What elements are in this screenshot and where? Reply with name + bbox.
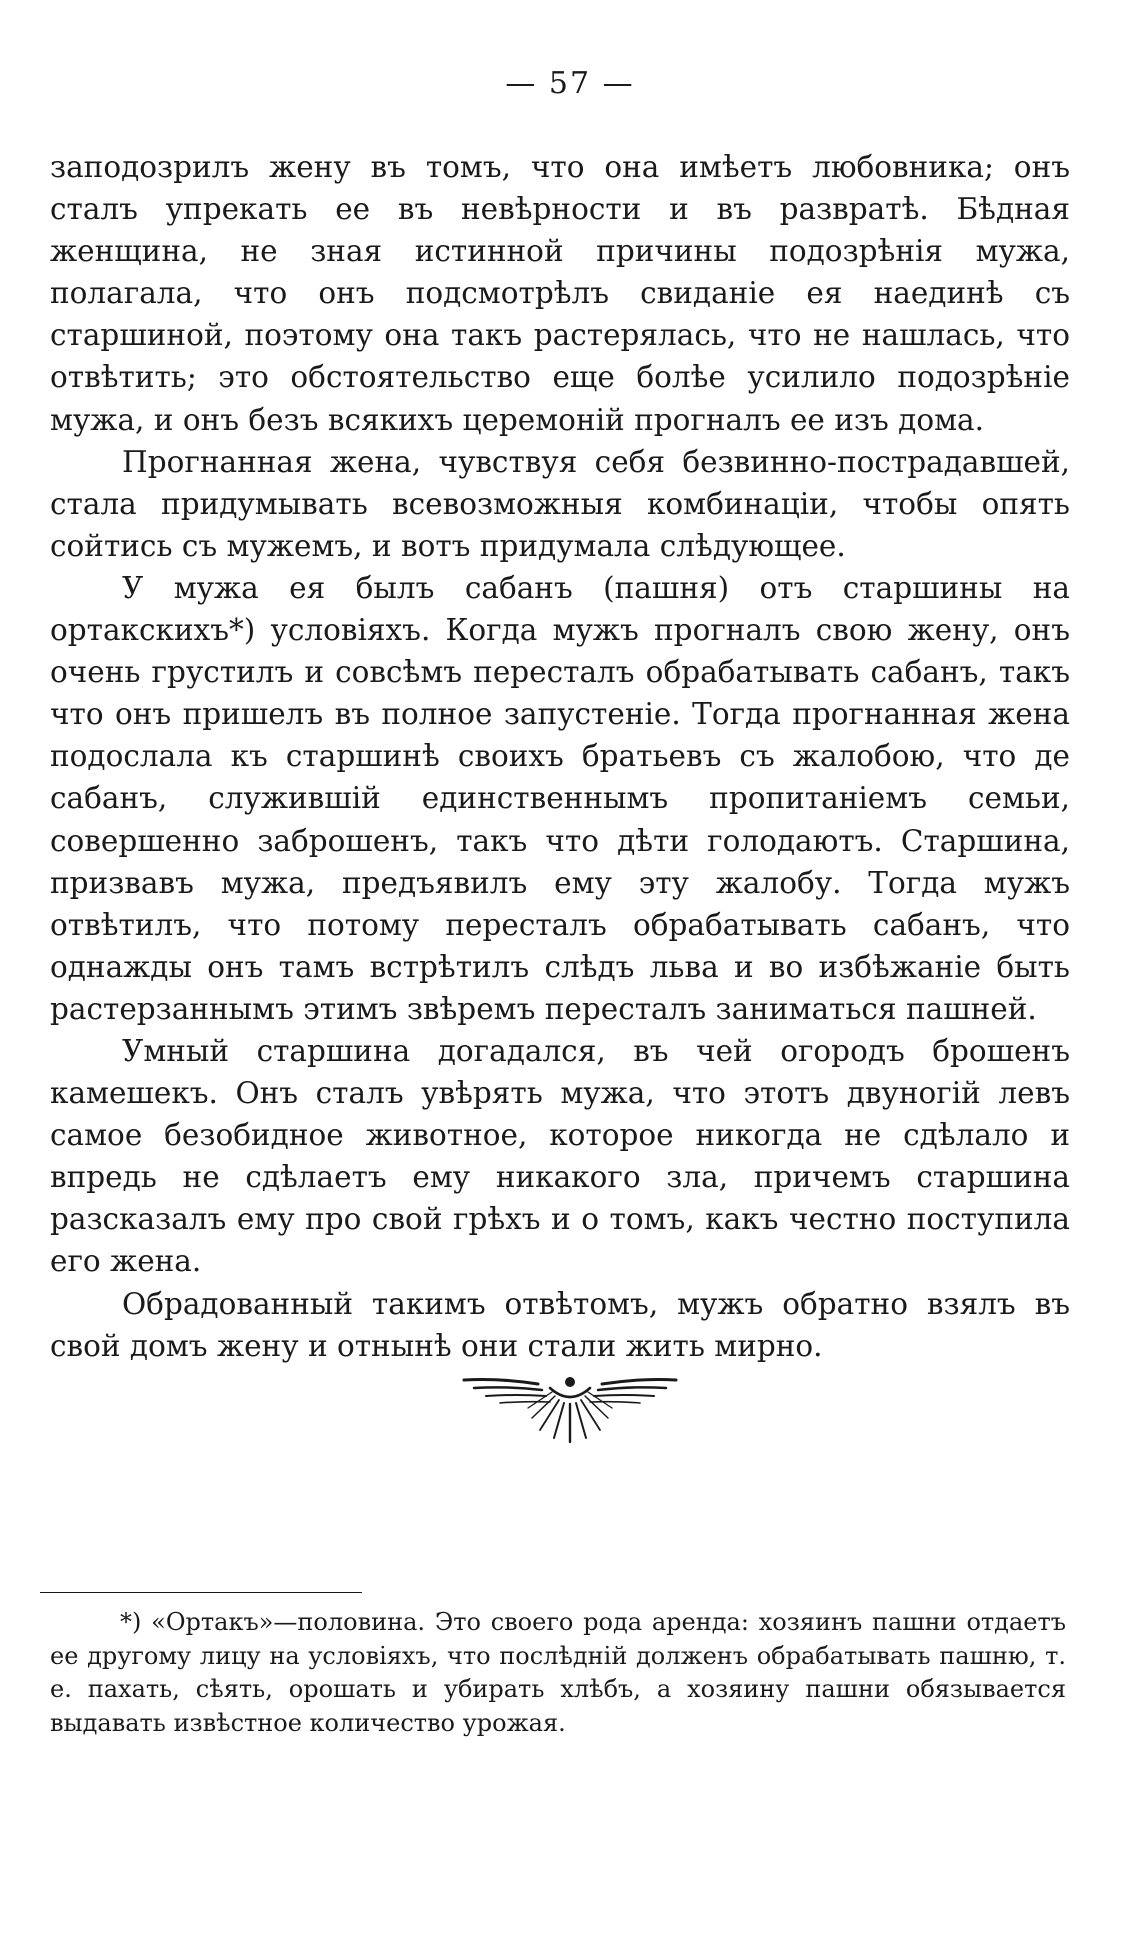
footnote-divider <box>40 1592 362 1593</box>
footnote-text: *) «Ортакъ»—половина. Это своего рода аренда: хозяинъ пашни отдаетъ ее другому лицу на условіяхъ, что послѣдній долженъ обрабатывать пашню, т. е. пахать, сѣять, орошать и убирать хлѣбъ, а хозяину пашни обязывается выдавать извѣстное количество урожая. <box>50 1608 1066 1737</box>
page-number: — 57 — <box>505 66 635 101</box>
paragraph: У мужа ея былъ сабанъ (пашня) отъ старшины на ортакскихъ*) условіяхъ. Когда мужъ прогналъ свою жену, онъ очень грустилъ и совсѣмъ пересталъ обрабатывать сабанъ, такъ что онъ пришелъ въ полное запустеніе. Тогда прогнанная жена подослала къ старшинѣ своихъ братьевъ съ жалобою, что де сабанъ, служившій единственнымъ пропитаніемъ семьи, совершенно заброшенъ, такъ что дѣти голодаютъ. Старшина, призвавъ мужа, предъявилъ ему эту жалобу. Тогда мужъ отвѣтилъ, что потому пересталъ обрабатывать сабанъ, что однажды онъ тамъ встрѣтилъ слѣдъ льва и во избѣжаніе быть растерзаннымъ этимъ звѣремъ пересталъ заниматься пашней. <box>50 570 1070 1026</box>
sunburst-vignette-icon <box>460 1368 680 1446</box>
main-text <box>50 146 1070 1367</box>
paragraph: Умный старшина догадался, въ чей огородъ брошенъ камешекъ. Онъ сталъ увѣрять мужа, что этотъ двуногій левъ самое безобидное животное, которое никогда не сдѣлало и впредь не сдѣлаетъ ему никакого зла, причемъ старшина разсказалъ ему про свой грѣхъ и о томъ, какъ честно поступила его жена. <box>50 1033 1070 1279</box>
paragraph-continued: заподозрилъ жену въ томъ, что она имѣетъ любовника; онъ сталъ упрекать ее въ невѣрности и въ развратѣ. Бѣдная женщина, не зная истинной причины подозрѣнія мужа, полагала, что онъ подсмотрѣлъ свиданіе ея наединѣ съ старшиной, поэтому она такъ растерялась, что не нашлась, что отвѣтить; это обстоятельство еще болѣе усилило подозрѣніе мужа, и онъ безъ всякихъ церемоній прогналъ ее изъ дома. <box>50 150 1070 437</box>
footnote <box>50 1606 1066 1740</box>
paragraph: Обрадованный такимъ отвѣтомъ, мужъ обратно взялъ въ свой домъ жену и отнынѣ они стали жить мирно. <box>50 1286 1070 1363</box>
paragraph: Прогнанная жена, чувствуя себя безвинно-пострадавшей, стала придумывать всевозможныя комбинаціи, чтобы опять сойтись съ мужемъ, и вотъ придумала слѣдующее. <box>50 444 1070 563</box>
